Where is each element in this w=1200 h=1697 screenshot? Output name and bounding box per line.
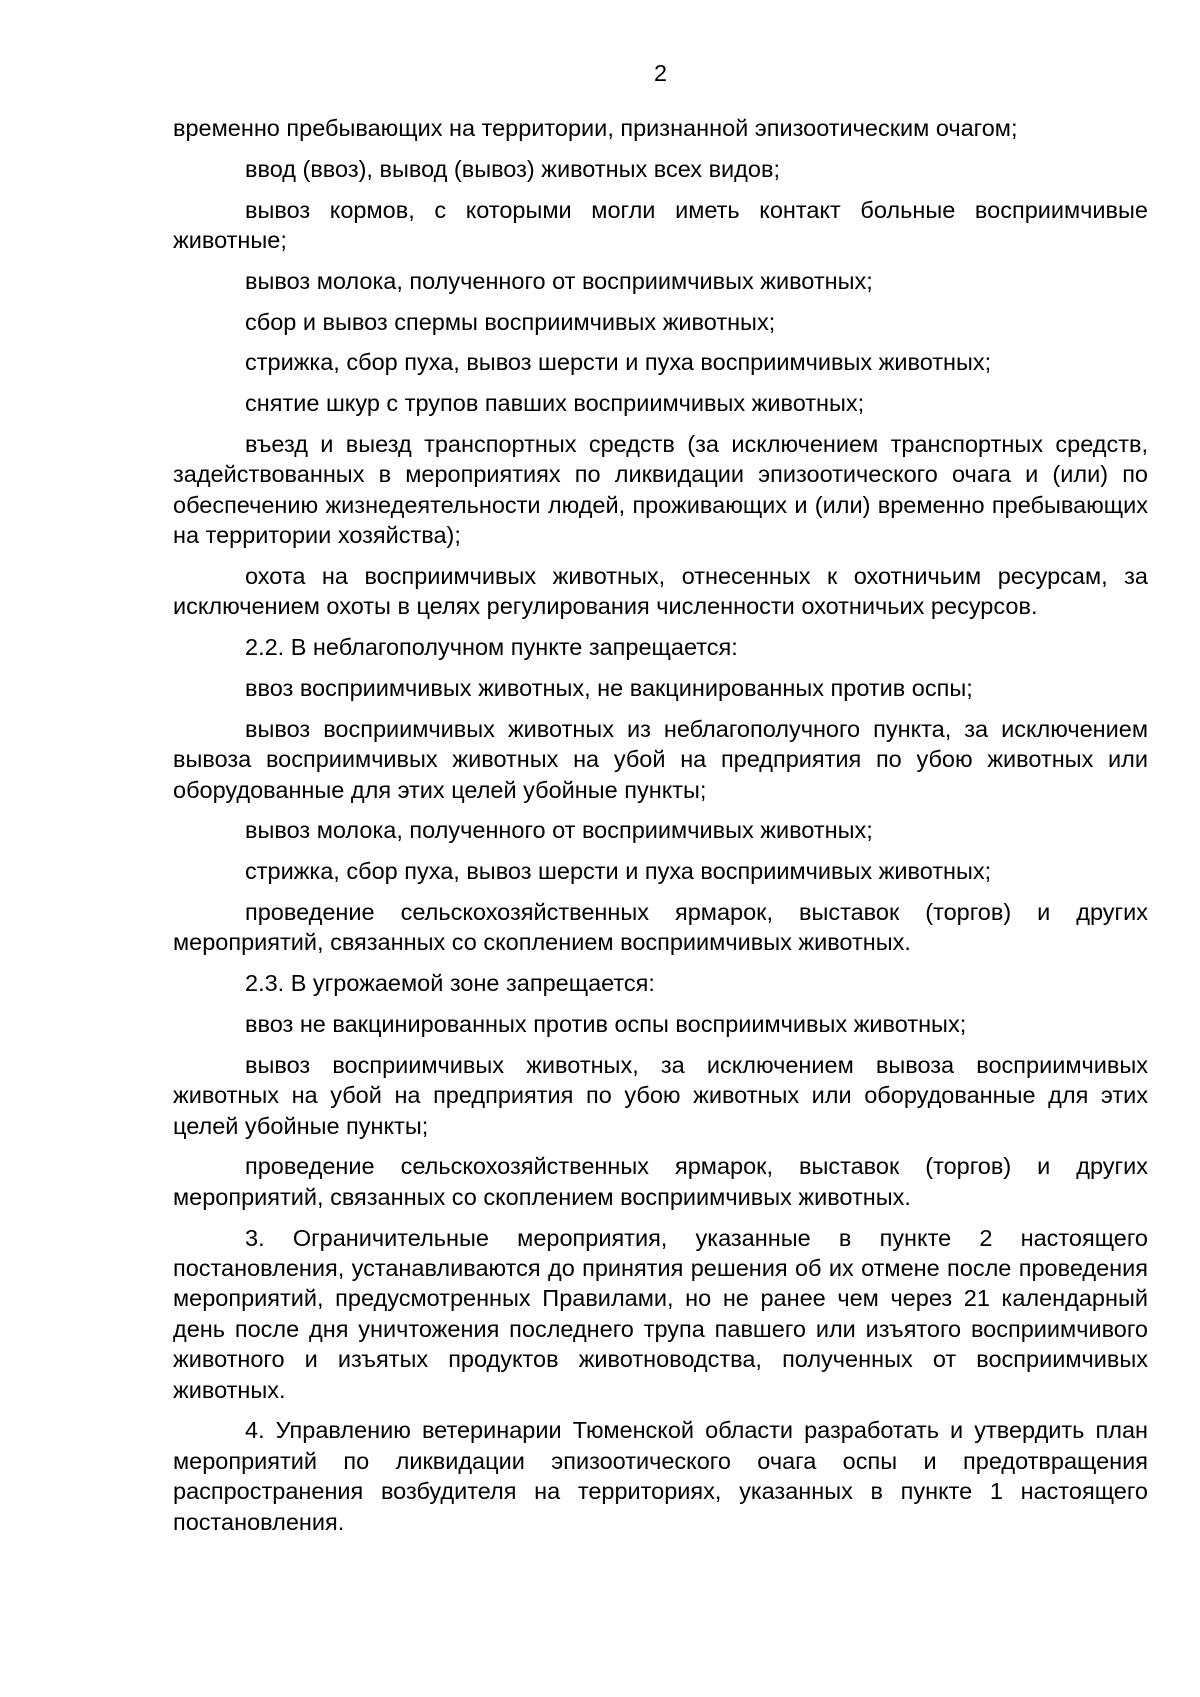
- paragraph: снятие шкур с трупов павших восприимчивых животных;: [245, 390, 865, 417]
- paragraph: ввод (ввоз), вывод (вывоз) животных всех видов;: [245, 155, 780, 182]
- paragraph: охота на восприимчивых животных, отнесенных к охотничьим ресурсам, за исключением охоты в целях регулирования численности охотничьих ресурсов.: [173, 563, 1148, 620]
- paragraph: 2.2. В неблагополучном пункте запрещается:: [245, 634, 738, 661]
- paragraph: въезд и выезд транспортных средств (за исключением транспортных средств, задействованных в мероприятиях по ликвидации эпизоотического очага и (или) по обеспечению жизнедеятельности людей, проживающих и (или) временно пребывающих на территории хозяйства);: [173, 430, 1148, 549]
- page-number: 2: [653, 60, 668, 86]
- paragraph: проведение сельскохозяйственных ярмарок, выставок (торгов) и других мероприятий, связанных со скоплением восприимчивых животных.: [173, 1153, 1148, 1210]
- paragraph: вывоз молока, полученного от восприимчивых животных;: [245, 817, 873, 844]
- paragraph: сбор и вывоз спермы восприимчивых животных;: [245, 308, 776, 335]
- paragraph: вывоз кормов, с которыми могли иметь контакт больные восприимчивые животные;: [173, 196, 1148, 253]
- paragraph: стрижка, сбор пуха, вывоз шерсти и пуха восприимчивых животных;: [245, 349, 992, 376]
- paragraph: вывоз восприимчивых животных из неблагополучного пункта, за исключением вывоза восприимчивых животных на убой на предприятия по убою животных или оборудованные для этих целей убойные пункты;: [173, 715, 1148, 803]
- paragraph: временно пребывающих на территории, признанной эпизоотическим очагом;: [173, 115, 1018, 141]
- paragraph: 2.3. В угрожаемой зоне запрещается:: [245, 970, 655, 997]
- paragraph: ввоз восприимчивых животных, не вакцинированных против оспы;: [245, 675, 973, 701]
- document-body: [173, 113, 1148, 1547]
- paragraph: стрижка, сбор пуха, вывоз шерсти и пуха восприимчивых животных;: [245, 858, 992, 885]
- paragraph: ввоз не вакцинированных против оспы восприимчивых животных;: [245, 1011, 967, 1037]
- paragraph: 3. Ограничительные мероприятия, указанные в пункте 2 настоящего постановления, устанавливаются до принятия решения об их отмене после проведения мероприятий, предусмотренных Правилами, но не ранее чем через 21 календарный день после дня уничтожения последнего трупа павшего или изъятого восприимчивого животного и изъятых продуктов животноводства, полученных от восприимчивых животных.: [173, 1224, 1148, 1403]
- paragraph: вывоз восприимчивых животных, за исключением вывоза восприимчивых животных на убой на предприятия по убою животных или оборудованные для этих целей убойные пункты;: [173, 1051, 1148, 1139]
- paragraph: вывоз молока, полученного от восприимчивых животных;: [245, 267, 873, 294]
- paragraph: 4. Управлению ветеринарии Тюменской области разработать и утвердить план мероприятий по ликвидации эпизоотического очага оспы и предотвращения распространения возбудителя на территориях, указанных в пункте 1 настоящего постановления.: [173, 1417, 1148, 1535]
- paragraph: проведение сельскохозяйственных ярмарок, выставок (торгов) и других мероприятий, связанных со скоплением восприимчивых животных.: [173, 899, 1148, 956]
